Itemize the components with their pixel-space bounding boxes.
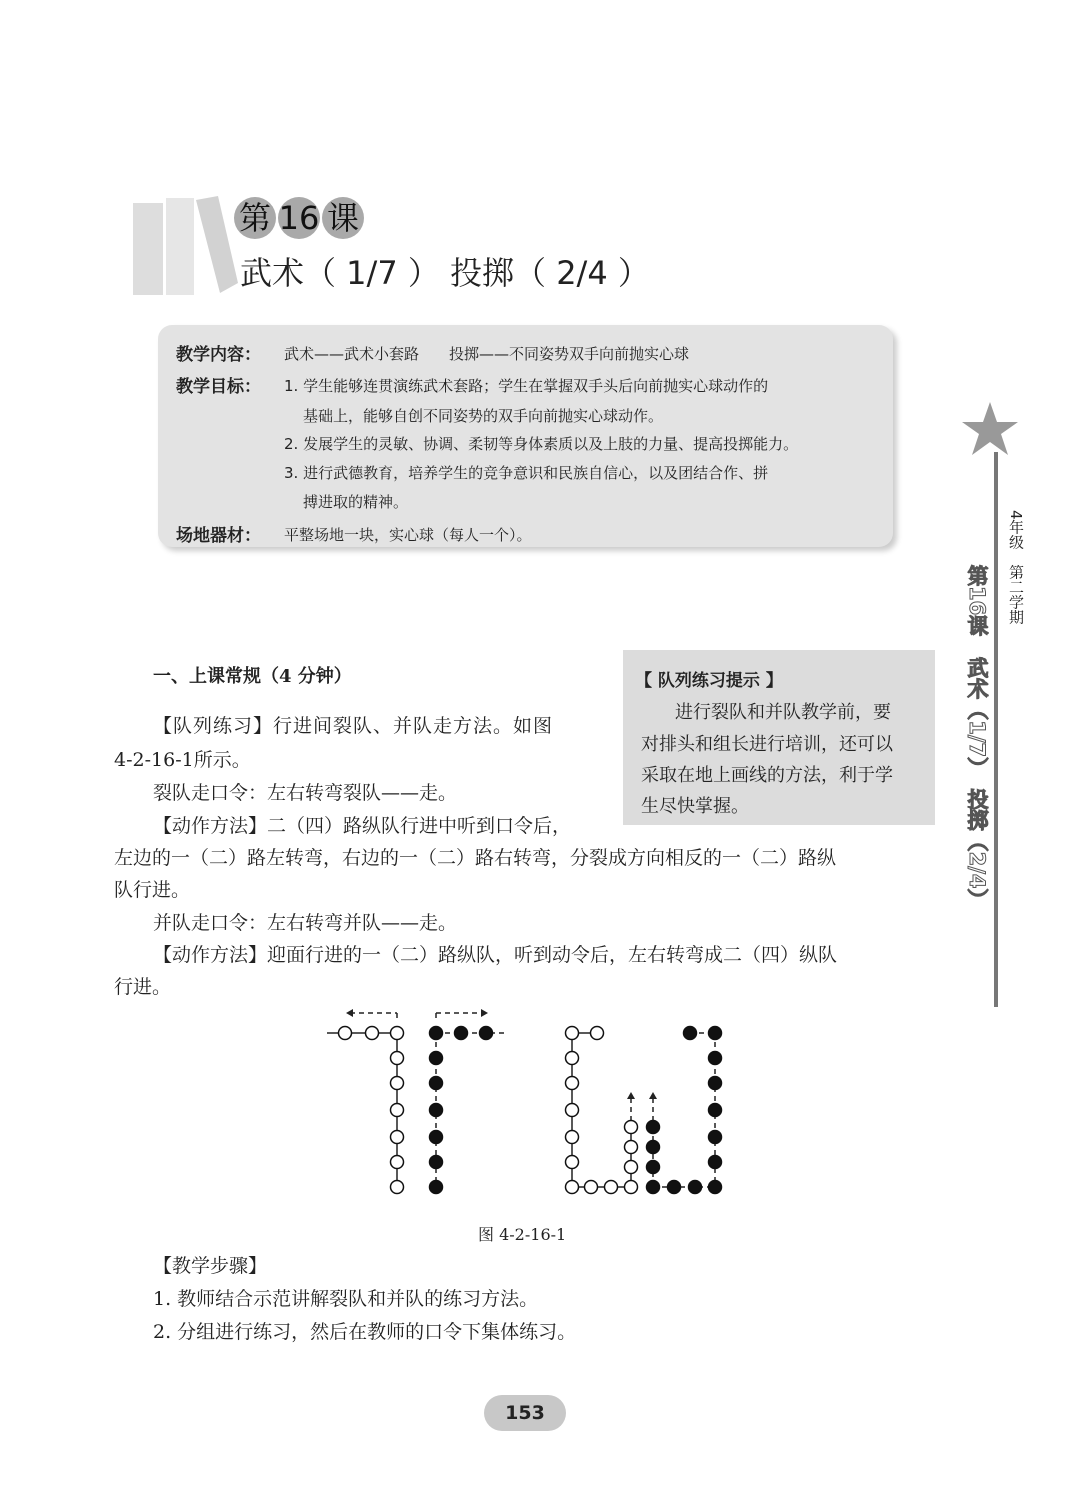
hollow-person-icon bbox=[566, 1077, 579, 1090]
filled-person-icon bbox=[709, 1156, 722, 1169]
step-line: 1. 教师结合示范讲解裂队和并队的练习方法。 bbox=[153, 1288, 539, 1310]
filled-person-icon bbox=[430, 1027, 443, 1040]
hollow-person-icon bbox=[391, 1052, 404, 1065]
body-line: 队行进。 bbox=[114, 879, 191, 901]
figure-caption: 图 4-2-16-1 bbox=[478, 1225, 567, 1244]
filled-person-icon bbox=[709, 1077, 722, 1090]
page-number: 153 bbox=[484, 1395, 566, 1431]
filled-person-icon bbox=[647, 1121, 660, 1134]
goal-line: 搏进取的精神。 bbox=[303, 493, 409, 511]
title-suffix: 课 bbox=[322, 197, 364, 239]
lesson-subtitle: 武术（ 1/7 ） 投掷（ 2/4 ） bbox=[240, 254, 650, 292]
arrow-right-icon bbox=[481, 1009, 488, 1017]
filled-person-icon bbox=[430, 1077, 443, 1090]
filled-person-icon bbox=[668, 1181, 681, 1194]
section-heading: 一、上课常规（4 分钟） bbox=[153, 666, 352, 687]
equip-label: 场地器材： bbox=[176, 526, 261, 546]
hollow-person-icon bbox=[566, 1027, 579, 1040]
content-text: 武术——武术小套路 投掷——不同姿势双手向前抛实心球 bbox=[284, 345, 690, 363]
tip-line: 采取在地上画线的方法，利于学 bbox=[641, 765, 893, 786]
hollow-person-icon bbox=[625, 1141, 638, 1154]
filled-person-icon bbox=[709, 1104, 722, 1117]
tip-line: 对排头和组长进行培训，还可以 bbox=[641, 734, 893, 755]
tip-line: 进行裂队和并队教学前，要 bbox=[675, 702, 891, 723]
filled-person-icon bbox=[709, 1052, 722, 1065]
hollow-person-icon bbox=[591, 1027, 604, 1040]
title-prefix: 第 bbox=[234, 197, 276, 239]
goal-line: 2. 发展学生的灵敏、协调、柔韧等身体素质以及上肢的力量、提高投掷能力。 bbox=[284, 435, 799, 453]
step-line: 2. 分组进行练习，然后在教师的口令下集体练习。 bbox=[153, 1321, 577, 1343]
filled-person-icon bbox=[709, 1131, 722, 1144]
hollow-person-icon bbox=[625, 1161, 638, 1174]
filled-person-icon bbox=[480, 1027, 493, 1040]
hollow-person-icon bbox=[339, 1027, 352, 1040]
title-number: 16 bbox=[278, 199, 320, 237]
hollow-person-icon bbox=[566, 1052, 579, 1065]
filled-person-icon bbox=[709, 1027, 722, 1040]
hollow-person-icon bbox=[625, 1181, 638, 1194]
filled-person-icon bbox=[647, 1161, 660, 1174]
filled-person-icon bbox=[684, 1027, 697, 1040]
hollow-person-icon bbox=[605, 1181, 618, 1194]
filled-person-icon bbox=[430, 1131, 443, 1144]
hollow-person-icon bbox=[566, 1181, 579, 1194]
body-line: 行进。 bbox=[114, 976, 172, 998]
filled-person-icon bbox=[430, 1052, 443, 1065]
hollow-person-icon bbox=[391, 1156, 404, 1169]
sidebar-grade: 4年级 第二学期 bbox=[1007, 510, 1025, 625]
goal-line: 1. 学生能够连贯演练武术套路；学生在掌握双手头后向前抛实心球动作的 bbox=[284, 377, 769, 395]
content-label: 教学内容： bbox=[176, 345, 261, 365]
filled-person-icon bbox=[647, 1141, 660, 1154]
arrow-up-icon bbox=[649, 1092, 657, 1099]
body-line: 4-2-16-1所示。 bbox=[114, 749, 251, 771]
body-line: 【动作方法】二（四）路纵队行进中听到口令后， bbox=[153, 815, 572, 837]
goal-line: 3. 进行武德教育，培养学生的竞争意识和民族自信心，以及团结合作、拼 bbox=[284, 464, 769, 482]
hollow-person-icon bbox=[566, 1156, 579, 1169]
body-line: 并队走口令：左右转弯并队——走。 bbox=[153, 912, 458, 934]
tip-title: 【 队列练习提示 】 bbox=[635, 671, 783, 691]
goal-line: 基础上，能够自创不同姿势的双手向前抛实心球动作。 bbox=[303, 407, 664, 425]
body-line: 左边的一（二）路左转弯，右边的一（二）路右转弯，分裂成方向相反的一（二）路纵 bbox=[114, 847, 837, 869]
arrow-left-icon bbox=[346, 1009, 353, 1017]
hollow-person-icon bbox=[391, 1104, 404, 1117]
steps-title: 【教学步骤】 bbox=[153, 1255, 268, 1277]
goal-label: 教学目标： bbox=[176, 377, 261, 397]
filled-person-icon bbox=[430, 1181, 443, 1194]
hollow-person-icon bbox=[566, 1131, 579, 1144]
equip-text: 平整场地一块，实心球（每人一个）。 bbox=[284, 526, 532, 544]
hollow-person-icon bbox=[625, 1121, 638, 1134]
filled-person-icon bbox=[430, 1104, 443, 1117]
hollow-person-icon bbox=[391, 1027, 404, 1040]
tip-line: 生尽快掌握。 bbox=[641, 796, 749, 817]
filled-person-icon bbox=[430, 1156, 443, 1169]
filled-person-icon bbox=[689, 1181, 702, 1194]
sidebar-lesson: 第16课 武术（1/7） 投掷（2/4） bbox=[965, 565, 989, 910]
hollow-person-icon bbox=[585, 1181, 598, 1194]
arrow-up-icon bbox=[627, 1092, 635, 1099]
body-line: 【动作方法】迎面行进的一（二）路纵队，听到动令后，左右转弯成二（四）纵队 bbox=[153, 944, 838, 966]
filled-person-icon bbox=[647, 1181, 660, 1194]
body-line: 【队列练习】行进间裂队、并队走方法。如图 bbox=[153, 715, 554, 737]
body-line: 裂队走口令：左右转弯裂队——走。 bbox=[153, 782, 458, 804]
hollow-person-icon bbox=[366, 1027, 379, 1040]
hollow-person-icon bbox=[391, 1077, 404, 1090]
filled-person-icon bbox=[709, 1181, 722, 1194]
hollow-person-icon bbox=[391, 1181, 404, 1194]
hollow-person-icon bbox=[391, 1131, 404, 1144]
filled-person-icon bbox=[455, 1027, 468, 1040]
hollow-person-icon bbox=[566, 1104, 579, 1117]
